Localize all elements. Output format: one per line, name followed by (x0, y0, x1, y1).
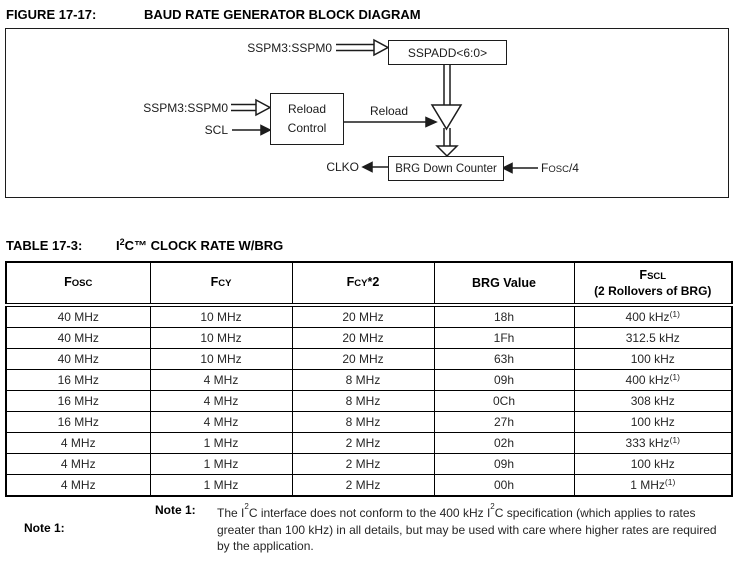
cell-fscl: 312.5 kHz (574, 328, 732, 349)
i2c-superscript: 2 (119, 237, 125, 247)
cell-brg: 0Ch (434, 391, 574, 412)
col-header-brg-value: BRG Value (434, 262, 574, 305)
cell-fosc: 4 MHz (6, 454, 150, 475)
cell-brg: 09h (434, 370, 574, 391)
clock-rate-table (5, 261, 733, 497)
cell-fscl: 100 kHz (574, 349, 732, 370)
table-row (6, 412, 732, 433)
table-row (6, 349, 732, 370)
cell-fcy: 4 MHz (150, 412, 292, 433)
figure-caption-title: BAUD RATE GENERATOR BLOCK DIAGRAM (144, 7, 421, 22)
table-row (6, 370, 732, 391)
cell-fosc: 40 MHz (6, 328, 150, 349)
brg-down-counter-box (388, 156, 504, 181)
cell-fcy2: 20 MHz (292, 349, 434, 370)
col-header-fscl: FSCL (2 Rollovers of BRG) (574, 262, 732, 305)
footnote-ref: (1) (669, 435, 680, 445)
reload-control-label-line2: Control (287, 121, 327, 135)
cell-fcy2: 20 MHz (292, 328, 434, 349)
note-text: The $I^2C$ interface does not conform to the 400 kHz $I^2C$ specification (which applies to rates greater than 100 kHz) in all details, but may be used with care where higher rates are required by the application. (217, 502, 717, 553)
cell-fcy: 1 MHz (150, 475, 292, 497)
table-row (6, 328, 732, 349)
sspm-top-label: SSPM3:SSPM0 (247, 41, 332, 55)
brg-down-counter-label: BRG Down Counter (395, 162, 497, 175)
cell-fscl: 308 kHz (574, 391, 732, 412)
table-caption-label: TABLE 17-3: (6, 238, 83, 253)
cell-fcy2: 8 MHz (292, 412, 434, 433)
sspm-left-label: SSPM3:SSPM0 (143, 101, 228, 115)
sspadd-register-box (388, 40, 507, 65)
cell-fosc: 16 MHz (6, 370, 150, 391)
cell-fosc: 40 MHz (6, 349, 150, 370)
sspadd-register-label: SSPADD<6:0> (407, 45, 488, 60)
cell-fcy: 10 MHz (150, 349, 292, 370)
header-row (6, 262, 732, 305)
reload-control-label-line1: Reload (287, 102, 327, 116)
cell-fcy: 4 MHz (150, 370, 292, 391)
footnote-ref: (1) (669, 372, 680, 382)
reload-control-box (270, 93, 344, 145)
cell-fcy2: 2 MHz (292, 454, 434, 475)
cell-brg: 18h (434, 305, 574, 328)
cell-fcy2: 2 MHz (292, 475, 434, 497)
cell-fosc: 16 MHz (6, 391, 150, 412)
footnote-ref: (1) (664, 477, 676, 487)
cell-fcy: 10 MHz (150, 328, 292, 349)
cell-brg: 09h (434, 454, 574, 475)
cell-fcy: 4 MHz (150, 391, 292, 412)
cell-fscl: 333 kHz$^{(1)}$ (574, 433, 732, 454)
note-ref-label: Note 1: (155, 503, 196, 517)
cell-brg: 27h (434, 412, 574, 433)
cell-brg: 00h (434, 475, 574, 497)
cell-fosc: 40 MHz (6, 305, 150, 328)
cell-brg: 02h (434, 433, 574, 454)
cell-fosc: 4 MHz (6, 433, 150, 454)
reload-signal-label: Reload (369, 104, 409, 118)
table-caption-title: $I^2C™$ CLOCK RATE W/BRG (116, 237, 284, 253)
table-row (6, 391, 732, 412)
note-side-label: Note 1: (24, 521, 65, 535)
cell-fcy2: 8 MHz (292, 370, 434, 391)
cell-fosc: 16 MHz (6, 412, 150, 433)
i2c-superscript: 2 (244, 502, 249, 511)
cell-fscl: 1 MHz$^{(1)}$ (574, 475, 732, 497)
cell-fscl: 100 kHz (574, 454, 732, 475)
table-row (6, 305, 732, 328)
fosc4-label: FOSC/4 (541, 161, 579, 175)
i2c-superscript: 2 (490, 502, 495, 511)
cell-fcy: 1 MHz (150, 454, 292, 475)
table-row (6, 454, 732, 475)
cell-fcy2: 2 MHz (292, 433, 434, 454)
scl-label: SCL (204, 123, 228, 137)
cell-fcy2: 8 MHz (292, 391, 434, 412)
table-row (6, 433, 732, 454)
cell-fcy2: 20 MHz (292, 305, 434, 328)
table-row (6, 475, 732, 497)
col-header-fcy2: FCY*2 (292, 262, 434, 305)
col-header-fosc: FOSC (6, 262, 150, 305)
cell-fcy: 10 MHz (150, 305, 292, 328)
cell-brg: 1Fh (434, 328, 574, 349)
cell-fscl: 400 kHz$^{(1)}$ (574, 305, 732, 328)
cell-fcy: 1 MHz (150, 433, 292, 454)
cell-fscl: 400 kHz$^{(1)}$ (574, 370, 732, 391)
cell-fosc: 4 MHz (6, 475, 150, 497)
col-header-fcy: FCY (150, 262, 292, 305)
cell-brg: 63h (434, 349, 574, 370)
cell-fscl: 100 kHz (574, 412, 732, 433)
figure-caption-label: FIGURE 17-17: (6, 7, 97, 22)
clko-label: CLKO (326, 160, 359, 174)
footnote-ref: (1) (669, 309, 680, 319)
